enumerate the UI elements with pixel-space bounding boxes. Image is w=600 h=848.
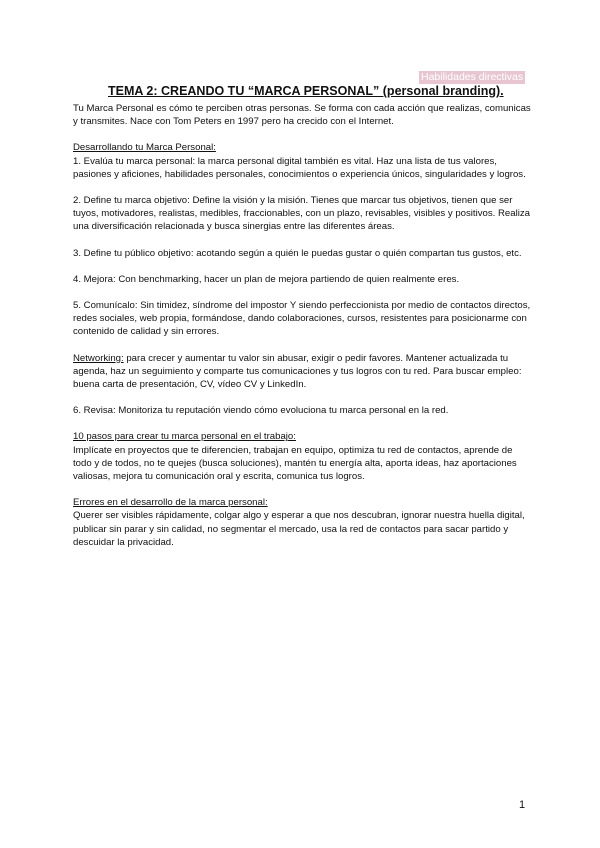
networking-paragraph: [73, 352, 533, 392]
page-number: 1: [519, 799, 526, 811]
step-4: 4. Mejora: Con benchmarking, hacer un plan de mejora partiendo de quien realmente eres.: [73, 273, 460, 285]
networking-text: para crecer y aumentar tu valor sin abusar, exigir o pedir favores. Mantener actualizada tu agenda, haz un seguimiento y comparte tus comunicaciones y tus logros con tu red. Para buscar empleo: buena carta de presentación, CV, vídeo CV y LinkedIn.: [73, 352, 522, 391]
developing-heading: Desarrollando tu Marca Personal:: [73, 142, 216, 154]
subject-tag: Habilidades directivas: [421, 71, 524, 83]
networking-label: Networking:: [73, 352, 124, 364]
ten-steps-heading: 10 pasos para crear tu marca personal en el trabajo:: [73, 431, 296, 443]
developing-section: [73, 141, 533, 338]
errors-heading: Errores en el desarrollo de la marca personal:: [73, 497, 268, 509]
ten-steps-section: [73, 430, 533, 483]
errors-section: [73, 496, 533, 549]
ten-steps-text: Implícate en proyectos que te diferencien, trabajan en equipo, optimiza tu red de contactos, aprende de todo y de todos, no te quejes (busca soluciones), mantén tu energía alta, aporta ideas, haz aportaciones valiosas, mejora tu comunicación oral y escrita, comunica tus logros.: [73, 444, 517, 483]
step-3: 3. Define tu público objetivo: acotando según a quién le puedas gustar o quién compartan tus gustos, etc.: [73, 247, 522, 259]
step-5: 5. Comunícalo: Sin timidez, síndrome del impostor Y siendo perfeccionista por medio de contactos directos, redes sociales, web propia, formándose, dando colaboraciones, cursos, resistentes para posicionarme con contenido de calidad y sin errores.: [73, 300, 531, 338]
intro-paragraph: Tu Marca Personal es cómo te perciben otras personas. Se forma con cada acción que realizas, comunicas y transmites. Nace con Tom Peters en 1997 pero ha crecido con el Internet.: [73, 103, 531, 128]
step-1: 1. Evalúa tu marca personal: la marca personal digital también es vital. Haz una lista de tus valores, pasiones y aficiones, habilidades personales, conocimientos o experiencia únicos, singularidades y logros.: [73, 155, 526, 180]
page-title: TEMA 2: CREANDO TU “MARCA PERSONAL” (personal branding).: [108, 84, 504, 98]
errors-text: Querer ser visibles rápidamente, colgar algo y esperar a que nos descubran, ignorar nuestra huella digital, publicar sin parar y sin calidad, no segmentar el mercado, usa la red de contactos para sacar partido y descuidar la privacidad.: [73, 510, 525, 548]
document-body: [73, 102, 533, 562]
step-2: 2. Define tu marca objetivo: Define la visión y la misión. Tienes que marcar tus objetivos, tienen que ser tuyos, motivadores, realistas, medibles, fraccionables, con un plazo, revisables, visibles y positivos. Realiza una diversificación relacionada y busca sinergias entre las diferentes áreas.: [73, 195, 530, 233]
step-6: 6. Revisa: Monitoriza tu reputación viendo cómo evoluciona tu marca personal en la red.: [73, 405, 449, 417]
